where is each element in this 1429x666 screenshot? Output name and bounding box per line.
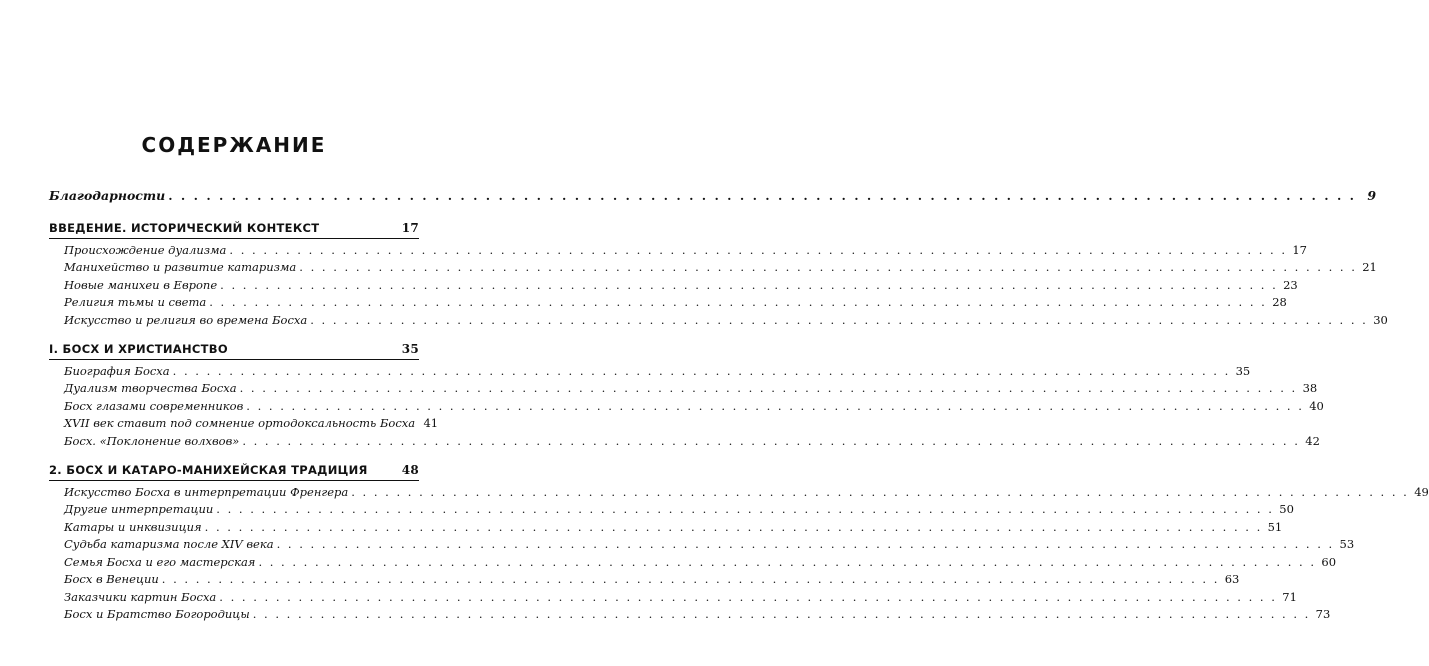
toc-entry-label: Биография Босха	[64, 364, 170, 379]
toc-entry-label: Благодарности	[49, 188, 166, 203]
toc-section	[49, 219, 1388, 329]
toc-entry	[49, 415, 439, 432]
toc-entry-page: 50	[1279, 502, 1294, 517]
toc-entry-page: 60	[1321, 554, 1337, 569]
toc-entry-label: Заказчики картин Босха	[64, 589, 217, 604]
toc-entry-label: Босх глазами современников	[64, 398, 244, 413]
toc-entry-page: 28	[1272, 295, 1287, 310]
toc-entry-label: Семья Босха и его мастерская	[64, 554, 256, 569]
toc-entry-label: XVII век ставит под сомнение ортодоксальность Босха	[64, 416, 416, 431]
toc-section	[49, 340, 1324, 450]
toc-entry-page: 30	[1373, 312, 1388, 327]
toc-entry-page: 38	[1302, 381, 1318, 396]
dot-leader	[209, 294, 1267, 311]
toc-entry-page: 63	[1224, 572, 1240, 587]
page-title: СОДЕРЖАНИЕ	[141, 133, 327, 157]
toc-entry	[49, 363, 1251, 380]
toc-entry	[49, 294, 1287, 311]
section-heading-page: 17	[401, 221, 419, 235]
toc-entry-label: Босх и Братство Богородицы	[64, 606, 250, 621]
dot-leader	[258, 554, 1316, 571]
dot-leader	[220, 277, 1278, 294]
toc-entry	[49, 519, 1283, 536]
toc-entry-label: Дуализм творчества Босха	[64, 381, 237, 396]
dot-leader	[168, 186, 1356, 206]
toc-entry-acknowledgments	[49, 186, 1377, 206]
toc-entry-label: Новые манихеи в Европе	[64, 277, 218, 292]
dot-leader	[351, 484, 1409, 501]
toc-entry-page: 21	[1362, 260, 1377, 275]
dot-leader	[162, 571, 1220, 588]
dot-leader	[242, 433, 1300, 450]
section-heading-page: 35	[401, 342, 419, 357]
dot-leader	[253, 606, 1311, 623]
toc-entry	[49, 571, 1240, 588]
toc-entry-page: 23	[1283, 277, 1298, 292]
toc-entry	[49, 242, 1307, 259]
toc-entry-page: 49	[1414, 485, 1429, 500]
toc-entry-label: Происхождение дуализма	[64, 243, 227, 257]
toc-entry-page: 51	[1267, 519, 1283, 534]
toc-section-heading	[49, 219, 419, 239]
dot-leader	[246, 398, 1304, 415]
toc-entry-page: 35	[1235, 364, 1251, 379]
toc-entry-label: Религия тьмы и света	[64, 295, 207, 310]
toc-entry-label: Катары и инквизиция	[64, 519, 202, 534]
section-heading-page: 48	[401, 463, 419, 478]
toc-entry	[49, 259, 1377, 276]
toc-entry-label: Искусство и религия во времена Босха	[64, 312, 308, 327]
toc-entry-page: 9	[1367, 188, 1377, 203]
toc-entry-page: 17	[1292, 243, 1307, 257]
toc-entry-label: Искусство Босха в интерпретации Френгера	[64, 485, 349, 500]
toc-entry	[49, 554, 1337, 571]
toc-entry	[49, 277, 1298, 294]
dot-leader	[205, 519, 1263, 536]
toc-entry	[49, 484, 1429, 501]
toc-entry-page: 71	[1282, 589, 1297, 604]
dot-leader	[310, 312, 1368, 329]
toc-section-heading	[49, 340, 419, 360]
toc-entry	[49, 433, 1320, 450]
dot-leader	[277, 536, 1335, 553]
toc-entry-label: Другие интерпретации	[64, 502, 214, 517]
toc-entry	[49, 312, 1388, 329]
toc-section	[49, 461, 1429, 623]
toc-entry	[49, 398, 1324, 415]
toc-entry	[49, 606, 1331, 623]
table-of-contents	[49, 186, 1429, 634]
toc-entry-label: Босх. «Поклонение волхвов»	[64, 433, 240, 448]
dot-leader	[173, 363, 1231, 380]
toc-entry-page: 53	[1339, 537, 1355, 552]
dot-leader	[229, 242, 1287, 259]
toc-entry	[49, 380, 1318, 397]
toc-entry-page: 73	[1315, 606, 1331, 621]
section-heading-label: ВВЕДЕНИЕ. ИСТОРИЧЕСКИЙ КОНТЕКСТ	[49, 221, 320, 235]
toc-entry-label: Судьба катаризма после XIV века	[64, 537, 274, 552]
toc-entry	[49, 589, 1297, 606]
dot-leader	[216, 501, 1274, 518]
dot-leader	[299, 259, 1357, 276]
toc-entry-page: 42	[1305, 433, 1320, 448]
toc-entry-label: Босх в Венеции	[64, 572, 159, 587]
toc-entry	[49, 501, 1294, 518]
section-heading-label: 2. БОСХ И КАТАРО-МАНИХЕЙСКАЯ ТРАДИЦИЯ	[49, 463, 368, 478]
toc-entry-page: 41	[423, 416, 439, 431]
dot-leader	[219, 589, 1277, 606]
toc-entry-label: Манихейство и развитие катаризма	[64, 260, 297, 275]
toc-entry	[49, 536, 1355, 553]
dot-leader	[240, 380, 1298, 397]
toc-section-heading	[49, 461, 419, 481]
section-heading-label: I. БОСХ И ХРИСТИАНСТВО	[49, 342, 228, 357]
toc-entry-page: 40	[1309, 398, 1324, 413]
